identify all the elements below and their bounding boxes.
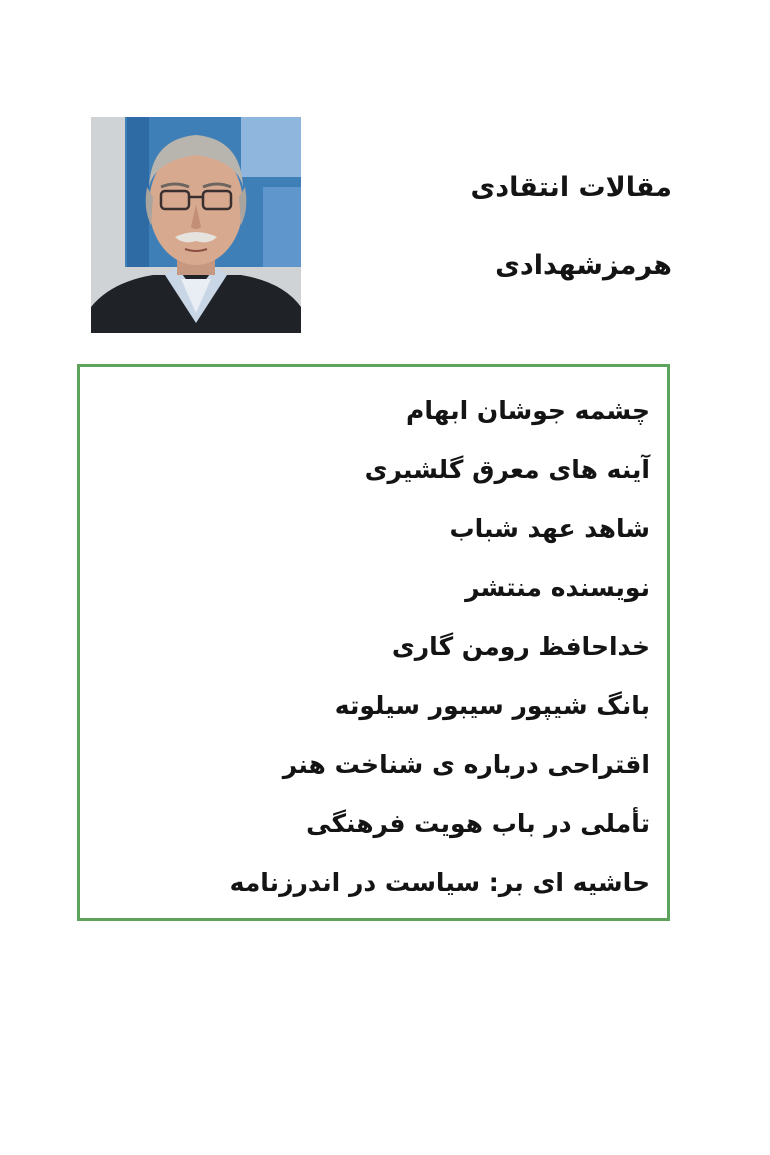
toc-item: شاهد عهد شباب <box>449 514 650 543</box>
toc-item: آینه های معرق گلشیری <box>364 455 650 484</box>
author-name: هرمزشهدادی <box>495 250 672 281</box>
toc-item: حاشیه ای بر: سیاست در اندرزنامه <box>229 868 650 897</box>
toc-list <box>110 391 650 922</box>
toc-item: چشمه جوشان ابهام <box>406 396 650 425</box>
book-title: مقالات انتقادی <box>470 172 672 203</box>
table-of-contents <box>77 364 670 921</box>
toc-item: تأملی در باب هویت فرهنگی <box>306 809 650 838</box>
toc-item: بانگ شیپور سیبور سیلوته <box>334 691 650 720</box>
toc-item: اقتراحی درباره ی شناخت هنر <box>282 750 650 779</box>
author-photo <box>91 117 301 333</box>
toc-item: نویسنده منتشر <box>465 573 650 602</box>
portrait-icon <box>91 117 301 333</box>
toc-item: خداحافظ رومن گاری <box>391 632 650 661</box>
